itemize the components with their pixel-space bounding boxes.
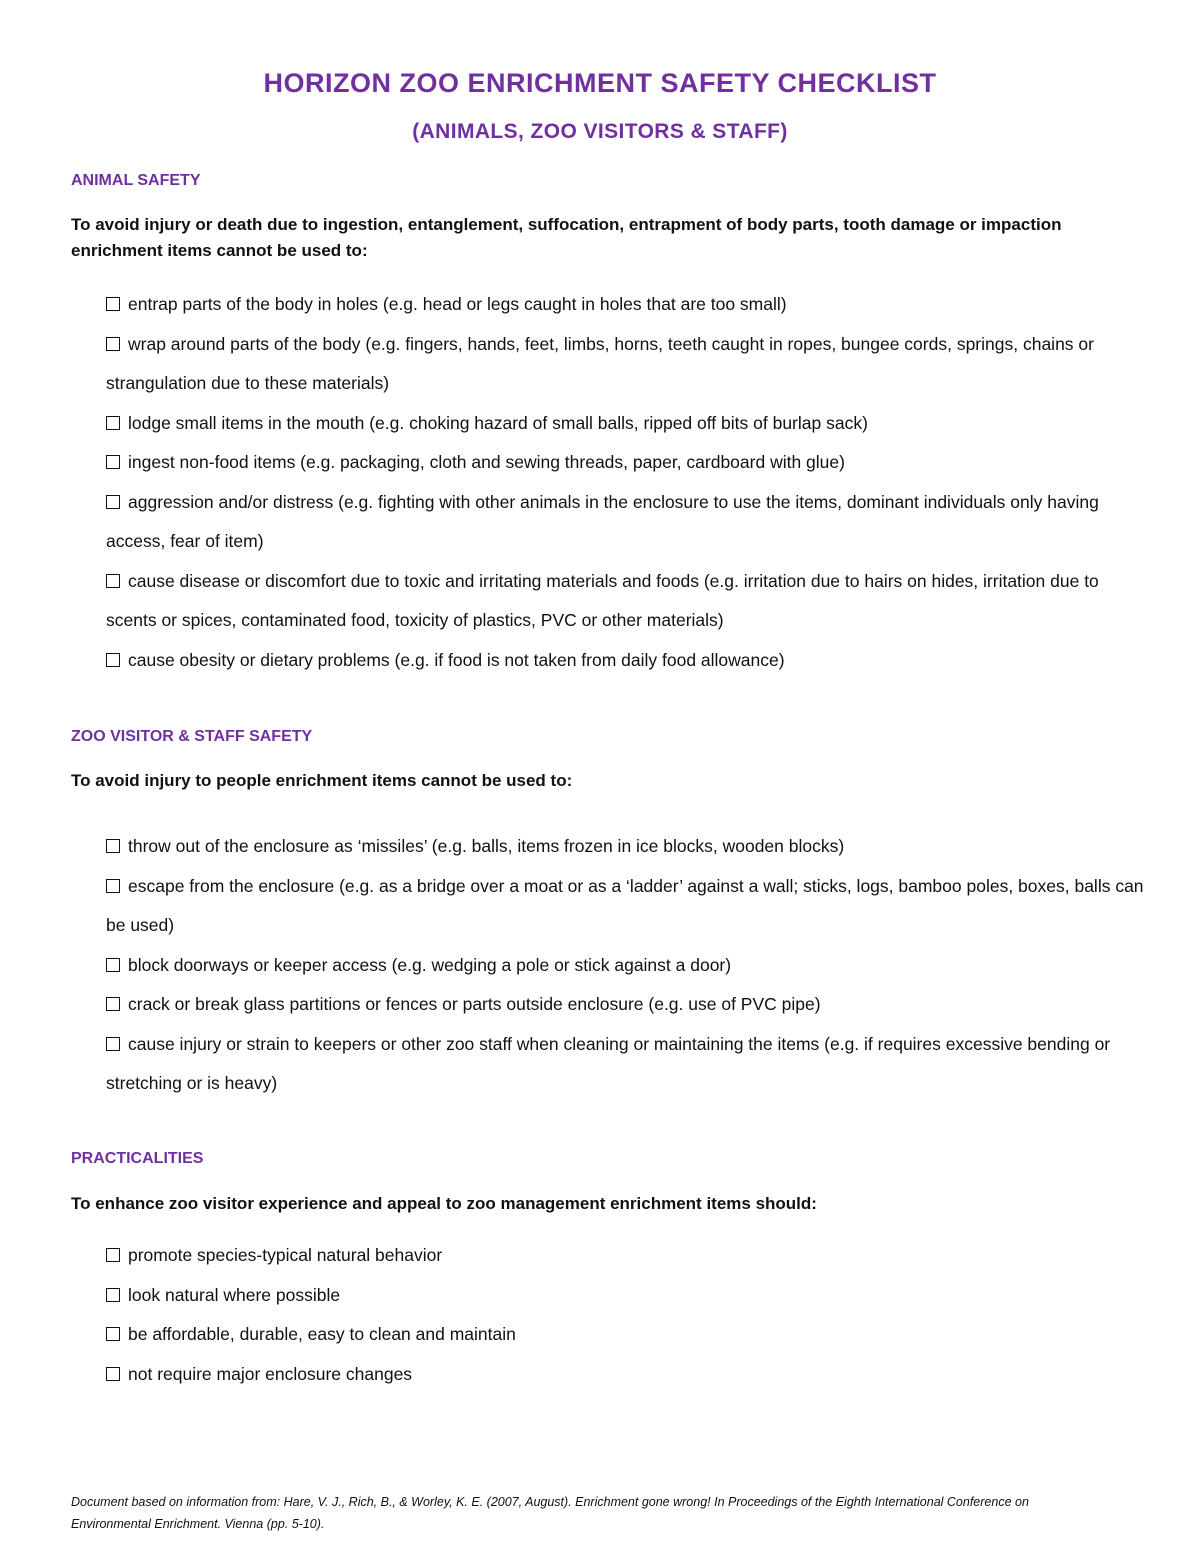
checklist-item: look natural where possible	[106, 1276, 1146, 1316]
checklist-item: lodge small items in the mouth (e.g. choking hazard of small balls, ripped off bits of burlap sack)	[106, 404, 1146, 444]
checkbox-icon[interactable]	[106, 879, 120, 893]
checklist-item: entrap parts of the body in holes (e.g. head or legs caught in holes that are too small)	[106, 285, 1146, 325]
checkbox-icon[interactable]	[106, 839, 120, 853]
checklist-item: ingest non-food items (e.g. packaging, cloth and sewing threads, paper, cardboard with glue)	[106, 443, 1146, 483]
checklist-item: throw out of the enclosure as ‘missiles’ (e.g. balls, items frozen in ice blocks, wooden blocks)	[106, 827, 1146, 867]
checklist-item: block doorways or keeper access (e.g. wedging a pole or stick against a door)	[106, 946, 1146, 986]
checklist-item: escape from the enclosure (e.g. as a bridge over a moat or as a ‘ladder’ against a wall; sticks, logs, bamboo poles, boxes, balls can be used)	[106, 875, 1144, 935]
section-heading-practicalities: PRACTICALITIES	[71, 1150, 204, 1167]
checklist-visitor-staff-safety	[106, 827, 1146, 1104]
checklist-animal-safety	[106, 285, 1146, 680]
document-title: HORIZON ZOO ENRICHMENT SAFETY CHECKLIST	[263, 68, 937, 98]
checkbox-icon[interactable]	[106, 455, 120, 469]
checklist-item: crack or break glass partitions or fences or parts outside enclosure (e.g. use of PVC pipe)	[106, 985, 1146, 1025]
section-intro-practicalities: To enhance zoo visitor experience and appeal to zoo management enrichment items should:	[71, 1194, 817, 1213]
checklist-item: not require major enclosure changes	[106, 1355, 1146, 1395]
checkbox-icon[interactable]	[106, 1367, 120, 1381]
checkbox-icon[interactable]	[106, 1037, 120, 1051]
checkbox-icon[interactable]	[106, 337, 120, 351]
checkbox-icon[interactable]	[106, 997, 120, 1011]
section-intro-animal-safety: To avoid injury or death due to ingestion, entanglement, suffocation, entrapment of body parts, tooth damage or impaction enrichment items cannot be used to:	[71, 215, 1062, 260]
checklist-item: cause injury or strain to keepers or other zoo staff when cleaning or maintaining the items (e.g. if requires excessive bending or stretching or is heavy)	[106, 1033, 1111, 1093]
checkbox-icon[interactable]	[106, 1327, 120, 1341]
checkbox-icon[interactable]	[106, 574, 120, 588]
checkbox-icon[interactable]	[106, 653, 120, 667]
footnote-citation: Document based on information from: Hare, V. J., Rich, B., & Worley, K. E. (2007, August). Enrichment gone wrong! In Proceedings of the Eighth International Conference on Environmental Enrichment. Vienna (pp. 5-10).	[71, 1495, 1029, 1531]
section-intro-visitor-staff-safety: To avoid injury to people enrichment items cannot be used to:	[71, 771, 573, 790]
section-heading-visitor-staff-safety: ZOO VISITOR & STAFF SAFETY	[71, 728, 313, 745]
checklist-item: promote species-typical natural behavior	[106, 1236, 1146, 1276]
checklist-item: aggression and/or distress (e.g. fighting with other animals in the enclosure to use the items, dominant individuals only having access, fear of item)	[106, 491, 1099, 551]
checklist-item: be affordable, durable, easy to clean and maintain	[106, 1315, 1146, 1355]
document-subtitle: (ANIMALS, ZOO VISITORS & STAFF)	[412, 120, 788, 143]
checkbox-icon[interactable]	[106, 1288, 120, 1302]
checklist-item: cause disease or discomfort due to toxic and irritating materials and foods (e.g. irritation due to hairs on hides, irritation due to scents or spices, contaminated food, toxicity of plastics, PVC or other materials)	[106, 570, 1099, 630]
checkbox-icon[interactable]	[106, 495, 120, 509]
checkbox-icon[interactable]	[106, 958, 120, 972]
checklist-practicalities	[106, 1236, 1146, 1394]
section-heading-animal-safety: ANIMAL SAFETY	[71, 172, 201, 189]
checklist-item: cause obesity or dietary problems (e.g. if food is not taken from daily food allowance)	[106, 641, 1146, 681]
checkbox-icon[interactable]	[106, 416, 120, 430]
checkbox-icon[interactable]	[106, 1248, 120, 1262]
checklist-item: wrap around parts of the body (e.g. fingers, hands, feet, limbs, horns, teeth caught in ropes, bungee cords, springs, chains or strangulation due to these materials)	[106, 333, 1094, 393]
checkbox-icon[interactable]	[106, 297, 120, 311]
